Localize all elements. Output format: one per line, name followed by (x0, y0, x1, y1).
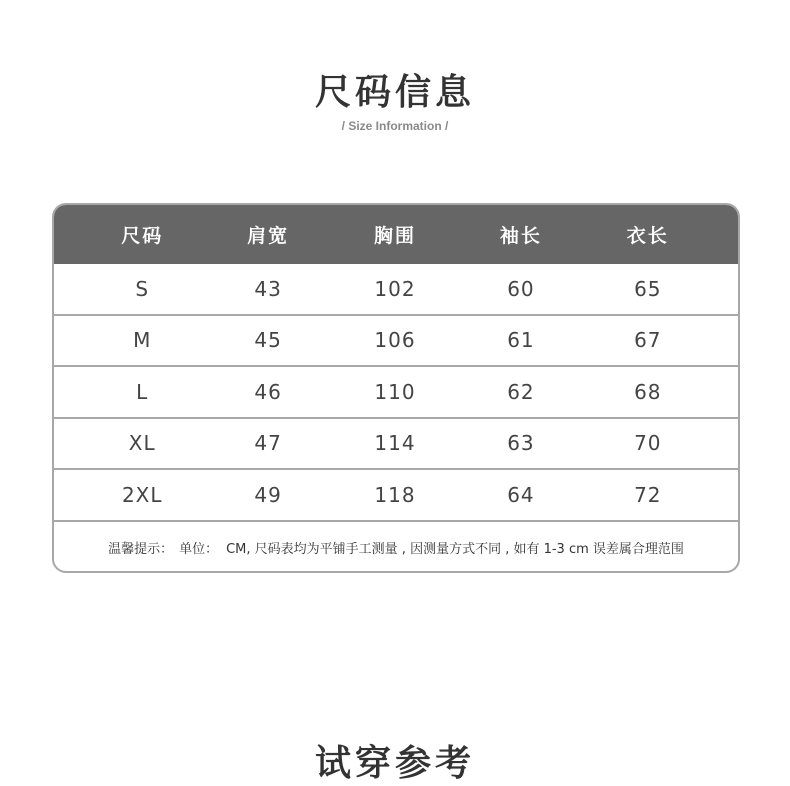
table-row (54, 264, 738, 316)
cell-sleeve: 61 (507, 328, 535, 353)
table-row (54, 367, 738, 419)
column-header-size: 尺码 (121, 225, 164, 247)
cell-size: S (135, 276, 150, 301)
cell-shoulder: 43 (254, 276, 282, 301)
column-header-shoulder: 肩宽 (247, 225, 290, 247)
note-unit-label: 单位： (179, 542, 219, 557)
cell-sleeve: 62 (507, 379, 535, 404)
column-header-sleeve: 袖长 (499, 225, 542, 247)
cell-shoulder: 47 (254, 431, 282, 456)
cell-size: 2XL (121, 482, 163, 507)
fit-reference-title: 试穿参考 (314, 743, 475, 784)
cell-chest: 102 (374, 276, 416, 301)
cell-shoulder: 45 (254, 328, 282, 353)
size-table (52, 203, 740, 573)
cell-length: 67 (634, 328, 662, 353)
table-row (54, 470, 738, 522)
cell-chest: 106 (374, 328, 416, 353)
size-note (54, 522, 738, 574)
cell-size: XL (128, 431, 156, 456)
page-title: 尺码信息 (314, 72, 475, 113)
table-row (54, 316, 738, 368)
cell-chest: 118 (374, 482, 416, 507)
cell-sleeve: 60 (507, 276, 535, 301)
cell-length: 65 (634, 276, 662, 301)
page-subtitle: / Size Information / (341, 119, 449, 133)
cell-sleeve: 63 (507, 431, 535, 456)
cell-length: 70 (634, 431, 662, 456)
column-header-chest: 胸围 (374, 225, 417, 247)
cell-size: M (133, 328, 152, 353)
cell-chest: 110 (374, 379, 416, 404)
note-text: CM, 尺码表均为平铺手工测量 , 因测量方式不同 , 如有 1-3 cm 误差属合理范围 (226, 542, 684, 557)
cell-length: 72 (634, 482, 662, 507)
cell-chest: 114 (374, 431, 416, 456)
cell-shoulder: 46 (254, 379, 282, 404)
table-header (54, 205, 738, 264)
cell-shoulder: 49 (254, 482, 282, 507)
cell-size: L (136, 379, 149, 404)
table-row (54, 419, 738, 471)
note-label: 温馨提示： (108, 542, 174, 557)
cell-length: 68 (634, 379, 662, 404)
column-header-length: 衣长 (626, 225, 669, 247)
cell-sleeve: 64 (507, 482, 535, 507)
